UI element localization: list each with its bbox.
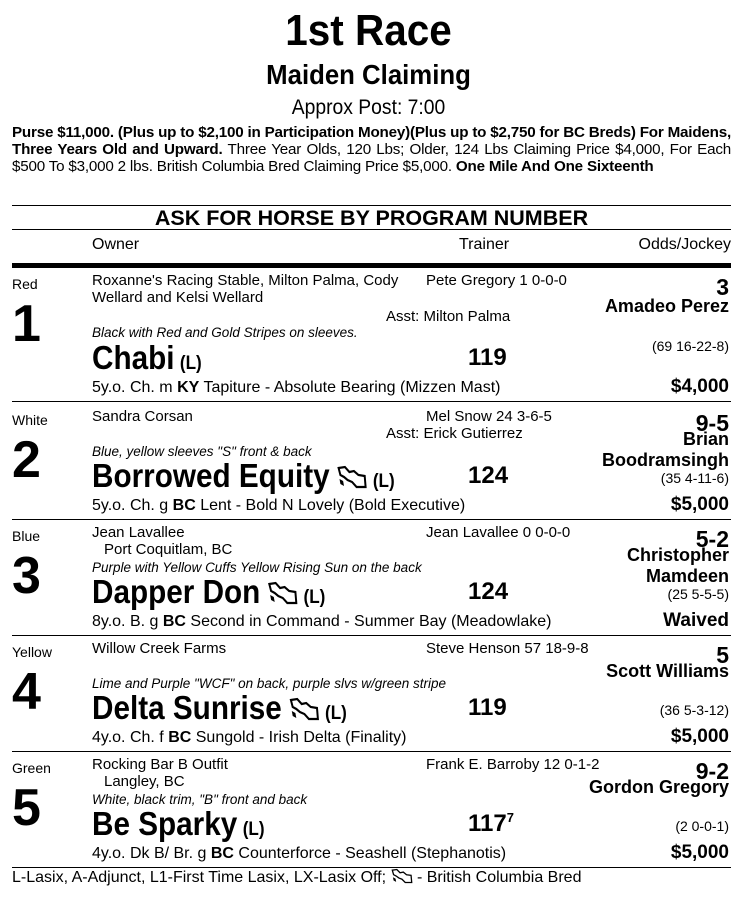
weight-value: 124 (468, 462, 509, 489)
entry-4 (12, 636, 731, 752)
jockey-stats: (69 16-22-8) (651, 338, 729, 354)
claiming-price: $4,000 (670, 376, 729, 397)
ask-banner: ASK FOR HORSE BY PROGRAM NUMBER (12, 205, 731, 230)
british-columbia-map-icon (268, 576, 299, 600)
legend-bc-label: - British Columbia Bred (412, 869, 582, 886)
lasix-marker: (L) (325, 703, 347, 724)
horse-name (92, 806, 265, 848)
race-title: 1st Race (285, 6, 452, 55)
saddlecloth-color: Blue (12, 528, 41, 544)
silks: Purple with Yellow Cuffs Yellow Rising Sun on the back (92, 560, 422, 575)
jockey-stats: (35 4-11-6) (660, 470, 729, 486)
jockey: Amadeo Perez (604, 296, 729, 316)
race-conditions (12, 124, 731, 175)
horse-name-text: Borrowed Equity (92, 457, 330, 494)
horse-name-text: Delta Sunrise (92, 689, 282, 726)
weight (468, 344, 507, 372)
entry-2 (12, 404, 731, 520)
claiming-price: Waived (663, 610, 729, 631)
claiming-price: $5,000 (670, 842, 729, 863)
horse-name (92, 690, 347, 732)
morning-line-odds: 5 (716, 642, 729, 668)
program-number: 5 (12, 779, 41, 837)
owner: Jean Lavallee (92, 524, 185, 541)
weight (468, 462, 508, 490)
program-number: 4 (12, 663, 41, 721)
odds-jockey-column-header: Odds/Jockey (638, 236, 731, 253)
post-time: Approx Post: 7:00 (291, 96, 446, 119)
age-sex-color: 8y.o. B. g (92, 613, 163, 630)
saddlecloth-color: Green (12, 760, 51, 776)
pedigree: Sungold - Irish Delta (Finality) (191, 729, 407, 746)
entry-5 (12, 752, 731, 868)
age-sex-color: 4y.o. Ch. f (92, 729, 169, 746)
silks: Blue, yellow sleeves "S" front & back (92, 444, 312, 459)
owner: Sandra Corsan (92, 408, 193, 425)
owner: Willow Creek Farms (92, 640, 227, 657)
breeding (92, 729, 406, 747)
foaling-place: KY (177, 379, 200, 396)
conditions-bold-1: Purse $11,000. (Plus up to $2,100 in Participation Money)(Plus up to $2,750 for BC Breds) For Maidens, Three Years Old and Upward. (12, 124, 731, 158)
jockey-stats: (2 0-0-1) (675, 818, 729, 834)
foaling-place: BC (168, 729, 192, 746)
age-sex-color: 5y.o. Ch. m (92, 379, 178, 396)
weight-value: 119 (468, 694, 507, 721)
lasix-marker: (L) (242, 819, 265, 840)
jockey-stats: (25 5-5-5) (667, 586, 729, 602)
foaling-place: BC (162, 613, 186, 630)
claiming-price: $5,000 (670, 726, 729, 747)
program-number: 1 (12, 295, 41, 353)
assistant-trainer: Asst: Milton Palma (386, 308, 511, 325)
breeding (92, 497, 465, 515)
weight (468, 578, 508, 606)
morning-line-odds: 3 (716, 274, 729, 300)
silks: Lime and Purple "WCF" on back, purple slvs w/green stripe (92, 676, 446, 691)
age-sex-color: 4y.o. Dk B/ Br. g (92, 845, 211, 862)
pedigree: Lent - Bold N Lovely (Bold Executive) (195, 497, 466, 514)
lasix-marker: (L) (372, 471, 395, 492)
morning-line-odds: 9-5 (695, 410, 729, 436)
british-columbia-map-icon (289, 692, 320, 716)
trainer: Frank E. Barroby 12 0-1-2 (426, 756, 600, 773)
legend-text: L-Lasix, A-Adjunct, L1-First Time Lasix, LX-Lasix Off; (12, 869, 387, 886)
pedigree: Counterforce - Seashell (Stephanotis) (233, 845, 507, 862)
entry-3 (12, 520, 731, 636)
entry-1 (12, 268, 731, 402)
horse-name-text: Chabi (92, 339, 175, 376)
trainer-column-header: Trainer (459, 236, 510, 253)
age-sex-color: 5y.o. Ch. g (92, 497, 173, 514)
jockey-stats: (36 5-3-12) (659, 702, 729, 718)
foaling-place: BC (172, 497, 196, 514)
weight-value: 117 (468, 810, 507, 837)
foaling-place: BC (210, 845, 234, 862)
legend (12, 868, 581, 887)
assistant-trainer: Asst: Erick Gutierrez (386, 425, 523, 442)
horse-name (92, 458, 395, 500)
owner: Roxanne's Racing Stable, Milton Palma, Cody Wellard and Kelsi Wellard (92, 272, 399, 306)
weight-allowance: 7 (506, 810, 514, 825)
owner-column-header: Owner (92, 236, 140, 253)
conditions-bold-2: One Mile And One Sixteenth (451, 158, 654, 175)
silks: Black with Red and Gold Stripes on sleeves. (92, 325, 358, 340)
jockey: Brian Boodramsingh (601, 429, 729, 470)
british-columbia-map-icon (391, 868, 413, 884)
saddlecloth-color: White (12, 412, 48, 428)
owner: Rocking Bar B Outfit (92, 756, 228, 773)
pedigree: Second in Command - Summer Bay (Meadowlake) (185, 613, 552, 630)
british-columbia-map-icon (337, 460, 368, 484)
trainer: Jean Lavallee 0 0-0-0 (426, 524, 571, 541)
owner-city: Port Coquitlam, BC (104, 541, 233, 558)
claiming-price: $5,000 (670, 494, 729, 515)
conditions-normal: Three Year Olds, 120 Lbs; Older, 124 Lbs Claiming Price $4,000, For Each $500 To $3,000 2 lbs. British Columbia Bred Claiming Price $5,000. (12, 141, 731, 175)
morning-line-odds: 5-2 (695, 526, 729, 552)
breeding (92, 845, 506, 863)
horse-name-text: Dapper Don (92, 573, 261, 610)
horse-name (92, 340, 202, 382)
race-type: Maiden Claiming (266, 59, 471, 90)
weight (468, 694, 507, 722)
lasix-marker: (L) (303, 587, 326, 608)
pedigree: Tapiture - Absolute Bearing (Mizzen Mast) (199, 379, 501, 396)
morning-line-odds: 9-2 (695, 758, 729, 784)
weight-value: 119 (468, 344, 507, 371)
trainer: Steve Henson 57 18-9-8 (426, 640, 589, 657)
trainer: Pete Gregory 1 0-0-0 (426, 272, 567, 289)
breeding (92, 613, 551, 631)
saddlecloth-color: Yellow (12, 644, 52, 660)
jockey: Christopher Mamdeen (626, 545, 729, 586)
jockey: Scott Williams (606, 661, 729, 681)
trainer: Mel Snow 24 3-6-5 (426, 408, 552, 425)
horse-name (92, 574, 325, 616)
weight-value: 124 (468, 578, 509, 605)
saddlecloth-color: Red (12, 276, 38, 292)
lasix-marker: (L) (179, 353, 202, 374)
program-number: 3 (12, 547, 41, 605)
owner-city: Langley, BC (104, 773, 185, 790)
silks: White, black trim, "B" front and back (92, 792, 308, 807)
horse-name-text: Be Sparky (92, 805, 238, 842)
weight (468, 810, 514, 838)
program-number: 2 (12, 431, 41, 489)
breeding (92, 379, 500, 397)
jockey: Gordon Gregory (588, 777, 729, 797)
